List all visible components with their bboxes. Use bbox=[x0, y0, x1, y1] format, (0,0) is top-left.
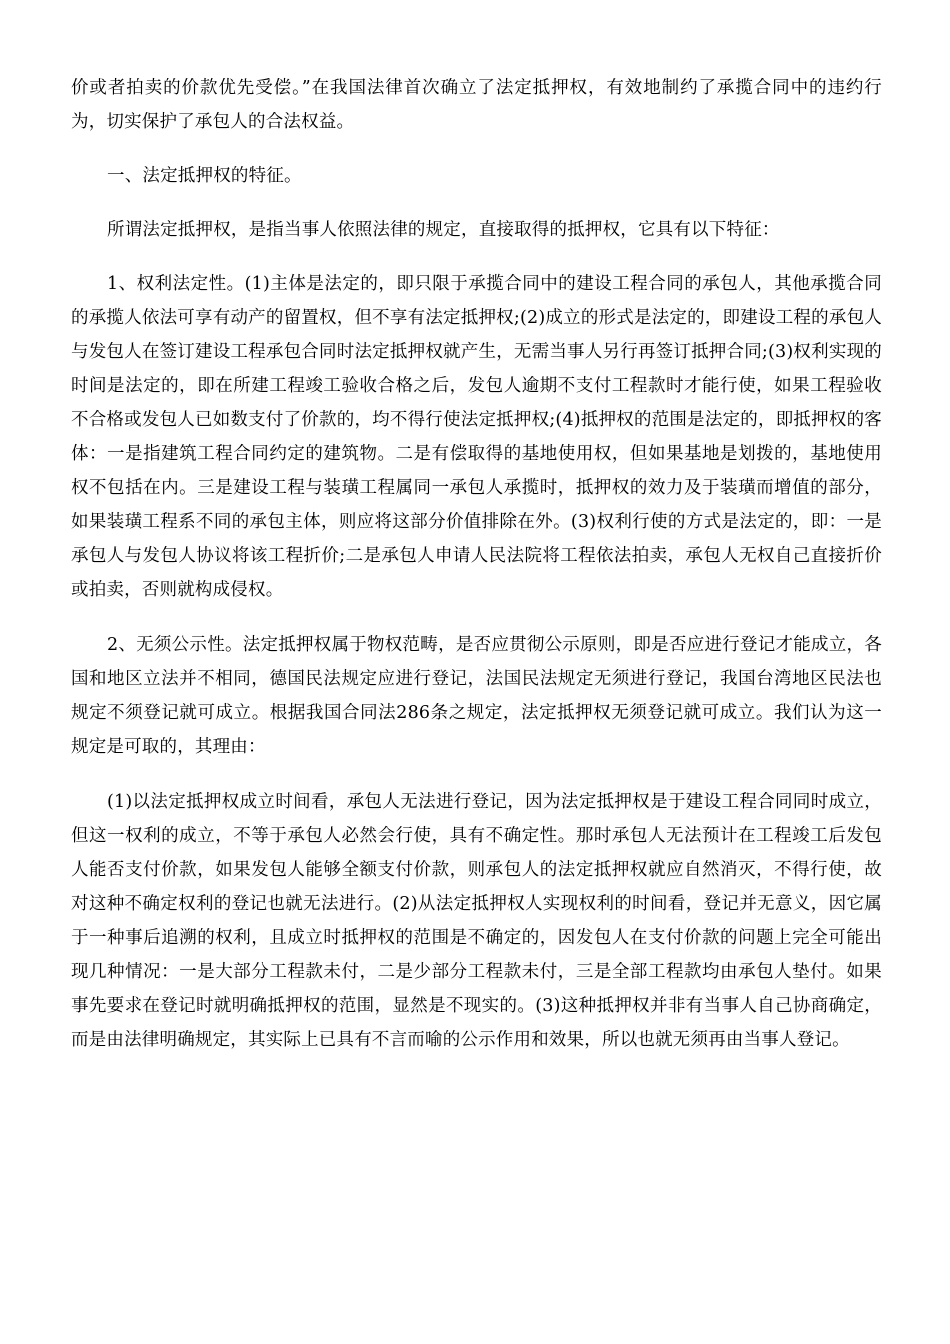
paragraph-statutory-rights: 1、权利法定性。(1)主体是法定的，即只限于承揽合同中的建设工程合同的承包人，其他承揽合同的承揽人依法可享有动产的留置权，但不享有法定抵押权;(2)成立的形式是法定的，即建设工程的承包人与发包人在签订建设工程承包合同时法定抵押权就产生，无需当事人另行再签订抵押合同;(3)权利实现的时间是法定的，即在所建工程竣工验收合格之后，发包人逾期不支付工程款时才能行使，如果工程验收不合格或发包人已如数支付了价款的，均不得行使法定抵押权;(4)抵押权的范围是法定的，即抵押权的客体：一是指建筑工程合同约定的建筑物。二是有偿取得的基地使用权，但如果基地是划拨的，基地使用权不包括在内。三是建设工程与装璜工程属同一承包人承揽时，抵押权的效力及于装璜而增值的部分，如果装璜工程系不同的承包主体，则应将这部分价值排除在外。(3)权利行使的方式是法定的，即：一是承包人与发包人协议将该工程折价;二是承包人申请人民法院将工程依法拍卖，承包人无权自己直接折价或拍卖，否则就构成侵权。 bbox=[71, 274, 883, 600]
paragraph-intro-continuation: 价或者拍卖的价款优先受偿。”在我国法律首次确立了法定抵押权，有效地制约了承揽合同中的违约行为，切实保护了承包人的合法权益。 bbox=[71, 78, 882, 132]
document-page bbox=[71, 71, 882, 1057]
paragraph-reasons: (1)以法定抵押权成立时间看，承包人无法进行登记，因为法定抵押权是于建设工程合同同时成立，但这一权利的成立，不等于承包人必然会行使，具有不确定性。那时承包人无法预计在工程竣工后发包人能否支付价款，如果发包人能够全额支付价款，则承包人的法定抵押权就应自然消灭，不得行使，故对这种不确定权利的登记也就无法进行。(2)从法定抵押权人实现权利的时间看，登记并无意义，因它属于一种事后追溯的权利，且成立时抵押权的范围是不确定的，因发包人在支付价款的问题上完全可能出现几种情况：一是大部分工程款未付，二是少部分工程款未付，三是全部工程款均由承包人垫付。如果事先要求在登记时就明确抵押权的范围，显然是不现实的。(3)这种抵押权并非有当事人自己协商确定，而是由法律明确规定，其实际上已具有不言而喻的公示作用和效果，所以也就无须再由当事人登记。 bbox=[71, 792, 882, 1050]
paragraph-no-publicity: 2、无须公示性。法定抵押权属于物权范畴，是否应贯彻公示原则，即是否应进行登记才能成立，各国和地区立法并不相同，德国民法规定应进行登记，法国民法规定无须进行登记，我国台湾地区民法也规定不须登记就可成立。根据我国合同法286条之规定，法定抵押权无须登记就可成立。我们认为这一规定是可取的，其理由： bbox=[71, 635, 882, 757]
section-heading-characteristics: 一、法定抵押权的特征。 bbox=[107, 166, 302, 186]
paragraph-definition: 所谓法定抵押权，是指当事人依照法律的规定，直接取得的抵押权，它具有以下特征： bbox=[107, 220, 780, 240]
